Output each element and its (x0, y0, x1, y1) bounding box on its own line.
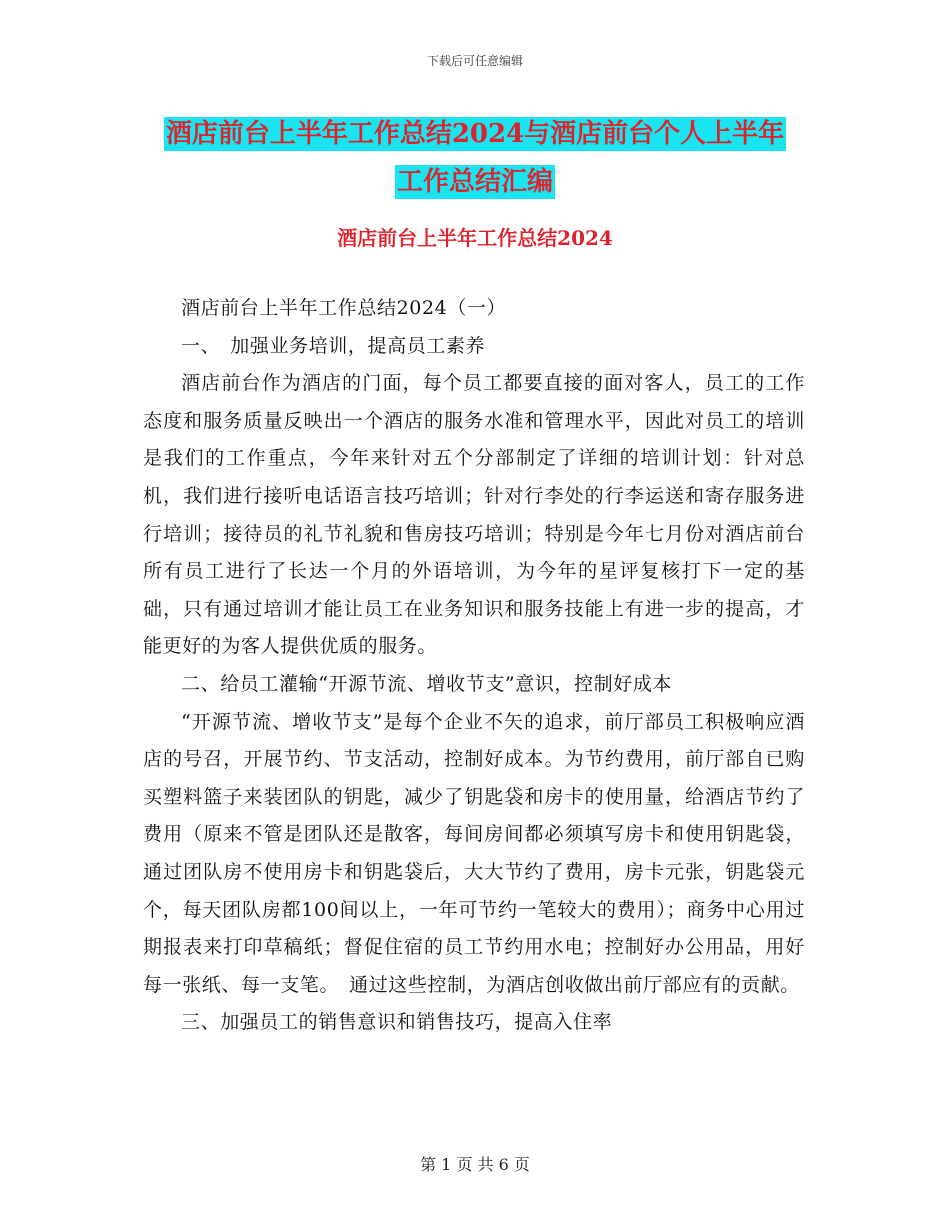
title-line-1: 酒店前台上半年工作总结2024与酒店前台个人上半年 (165, 119, 785, 149)
header-note: 下载后可任意编辑 (426, 54, 523, 68)
page-footer: 第 1 页 共 6 页 (420, 1155, 530, 1174)
section-title: 酒店前台上半年工作总结2024 (337, 226, 613, 250)
document-title (0, 110, 950, 206)
paragraph: 酒店前台作为酒店的门面，每个员工都要直接的面对客人，员工的工作态度和服务质量反映出一个酒店的服务水准和管理水平，因此对员工的培训是我们的工作重点，今年来针对五个分部制定了详细的培训计划：针对总机，我们进行接听电话语言技巧培训；针对行李处的行李运送和寄存服务进行培训；接待员的礼节礼貌和售房技巧培训；特别是今年七月份对酒店前台所有员工进行了长达一个月的外语培训，为今年的星评复核打下一定的基础，只有通过培训才能让员工在业务知识和服务技能上有进一步的提高，才能更好的为客人提供优质的服务。 (143, 372, 805, 658)
subsection-heading: 酒店前台上半年工作总结2024（一） (181, 297, 507, 319)
document-body (143, 290, 805, 1042)
point-heading-2: 二、给员工灌输“开源节流、增收节支”意识，控制好成本 (181, 672, 673, 695)
point-heading-1: 一、 加强业务培训，提高员工素养 (181, 334, 486, 357)
title-line-2: 工作总结汇编 (396, 167, 553, 197)
paragraph: “开源节流、增收节支”是每个企业不矢的追求，前厅部员工积极响应酒店的号召，开展节约、节支活动，控制好成本。为节约费用，前厅部自已购买塑料篮子来装团队的钥匙，减少了钥匙袋和房卡的使用量，给酒店节约了费用（原来不管是团队还是散客，每间房间都必须填写房卡和使用钥匙袋，通过团队房不使用房卡和钥匙袋后，大大节约了费用，房卡元张，钥匙袋元个，每天团队房都100间以上，一年可节约一笔较大的费用）；商务中心用过期报表来打印草稿纸；督促住宿的员工节约用水电；控制好办公用品，用好每一张纸、每一支笔。 通过这些控制，为酒店创收做出前厅部应有的贡献。 (143, 710, 805, 996)
point-heading-3: 三、加强员工的销售意识和销售技巧，提高入住率 (181, 1011, 613, 1034)
